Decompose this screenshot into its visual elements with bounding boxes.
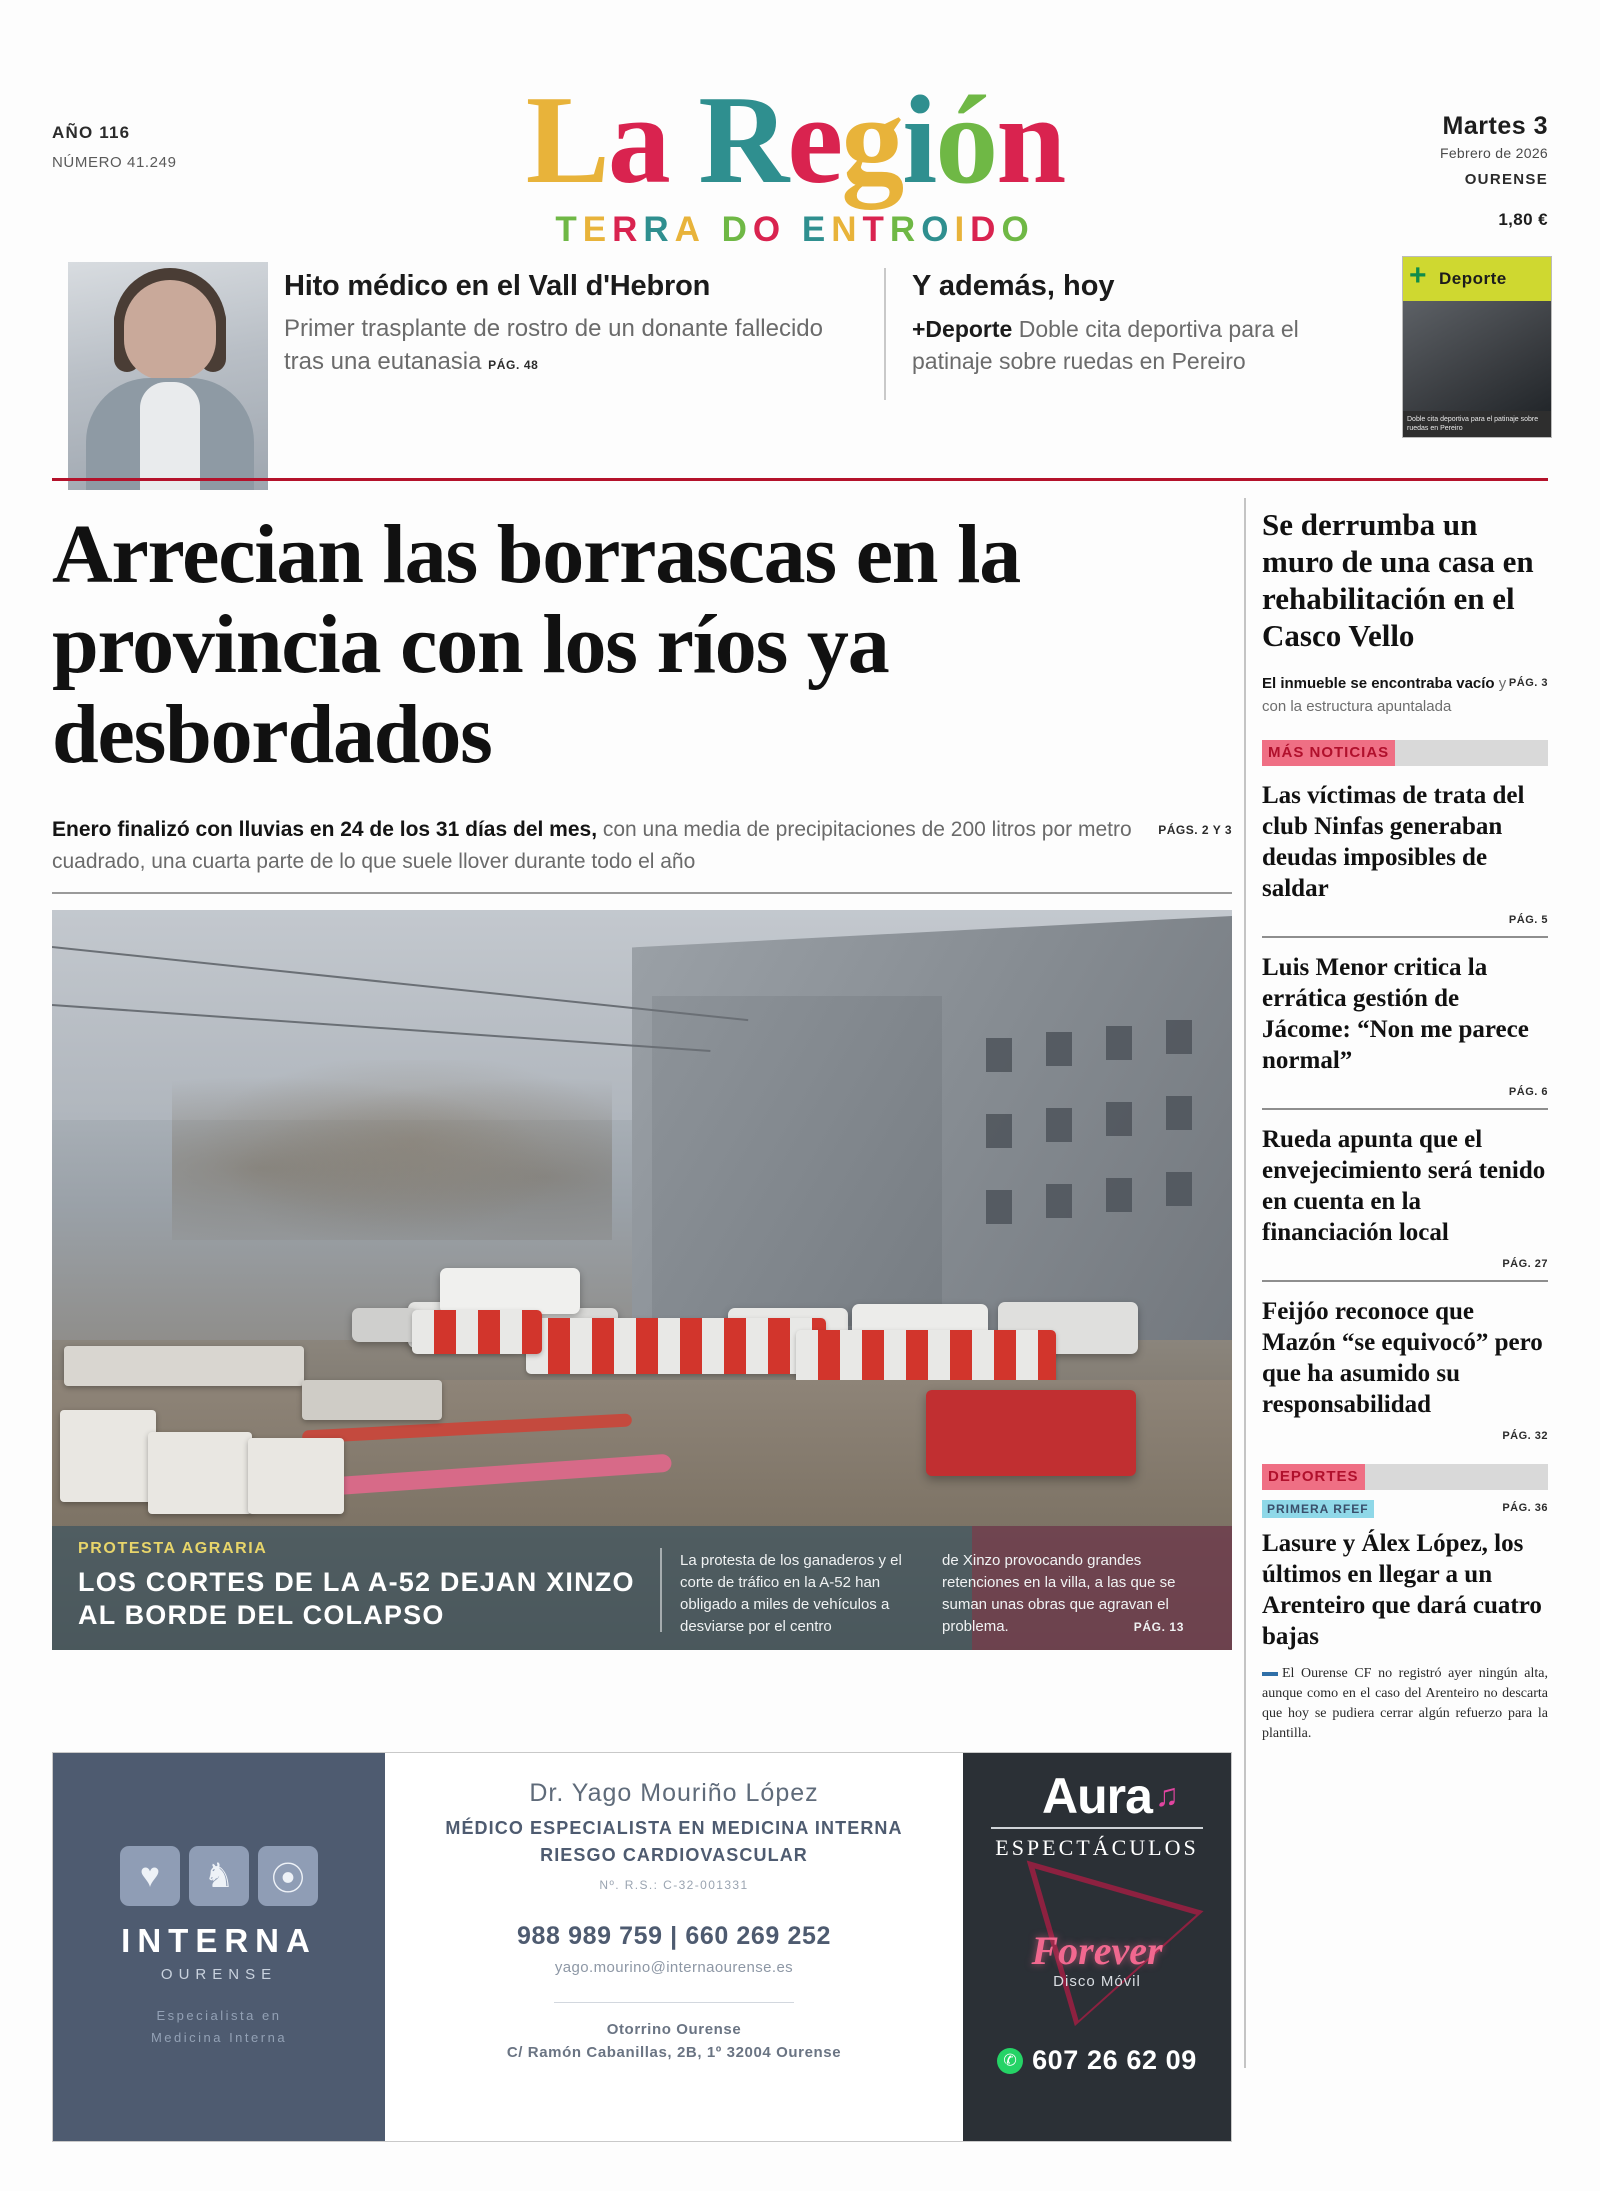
teaser-medical-body: Primer trasplante de rostro de un donante fallecido tras una eutanasia bbox=[284, 315, 823, 375]
teaser-divider bbox=[884, 268, 886, 400]
city: OURENSE bbox=[1464, 171, 1548, 188]
ad-interna-slogan-2: Medicina Interna bbox=[150, 2029, 288, 2045]
lead-page-ref: PÁGS. 2 Y 3 bbox=[1158, 823, 1232, 837]
ad-interna-ourense[interactable] bbox=[53, 1753, 385, 2141]
ad-doctor-clinic: Otorrino Ourense bbox=[606, 2021, 742, 2038]
ad-doctor-license: Nº. R.S.: C-32-001331 bbox=[599, 1878, 749, 1892]
ad-doctor-phones[interactable]: 988 989 759 | 660 269 252 bbox=[517, 1922, 831, 1950]
sports-kicker-row bbox=[1262, 1500, 1548, 1520]
ad-interna-city: OURENSE bbox=[160, 1965, 278, 1983]
photo-building-secondary bbox=[652, 996, 942, 1326]
sports-kicker: PRIMERA RFEF bbox=[1262, 1500, 1374, 1518]
photo-caption-separator bbox=[660, 1548, 662, 1632]
column-divider bbox=[1244, 498, 1246, 2068]
whatsapp-icon bbox=[997, 2048, 1023, 2074]
logo-title: La Región bbox=[525, 71, 1065, 210]
side-news-item-2[interactable] bbox=[1262, 938, 1548, 1110]
logo bbox=[280, 71, 1310, 250]
lungs-icon: ♞ bbox=[189, 1846, 249, 1906]
price: 1,80 € bbox=[1498, 210, 1548, 229]
teaser-today-lead: +Deporte bbox=[912, 316, 1013, 342]
standfirst-bold: Enero finalizó con lluvias en 24 de los 31 días del mes, bbox=[52, 818, 598, 841]
teaser-medical-title: Hito médico en el Vall d'Hebron bbox=[284, 270, 711, 302]
side-lead-sub-bold: El inmueble se encontraba vacío bbox=[1262, 675, 1495, 692]
dash-icon bbox=[1262, 1672, 1278, 1676]
ad-aura-graphic bbox=[997, 1875, 1197, 2035]
rule bbox=[52, 892, 1232, 894]
photo-caption-kicker: PROTESTA AGRARIA bbox=[78, 1540, 268, 1557]
issue-info bbox=[52, 118, 177, 178]
ad-aura-subtitle: ESPECTÁCULOS bbox=[995, 1835, 1199, 1860]
plus-icon: + bbox=[1409, 259, 1427, 292]
side-lead-page: PÁG. 3 bbox=[1508, 677, 1548, 689]
heart-icon: ♥ bbox=[120, 1846, 180, 1906]
teaser-today-text bbox=[912, 313, 1372, 377]
teaser-medical-text bbox=[284, 312, 864, 382]
photo-caption-overlay bbox=[52, 1526, 1232, 1650]
teaser-portrait-photo bbox=[68, 262, 268, 490]
photo-caption-col-2-text: de Xinzo provocando grandes retenciones en la villa, a las que se suman unas obras que agravan el problema. bbox=[942, 1552, 1176, 1635]
section-band-news-label: MÁS NOTICIAS bbox=[1262, 740, 1395, 766]
year-label: AÑO 116 bbox=[52, 123, 131, 142]
magazine-thumbnail[interactable] bbox=[1402, 256, 1552, 438]
ad-aura-forever: Forever bbox=[1031, 1928, 1163, 1973]
weekday: Martes 3 bbox=[1442, 112, 1548, 140]
sports-item[interactable] bbox=[1262, 1520, 1548, 1652]
teaser-medical[interactable] bbox=[284, 270, 864, 382]
magazine-header bbox=[1403, 257, 1552, 301]
teaser-today-title: Y además, hoy bbox=[912, 270, 1115, 302]
ad-aura-phone: 607 26 62 09 bbox=[1032, 2045, 1197, 2075]
section-band-sports bbox=[1262, 1464, 1548, 1490]
lead-standfirst bbox=[52, 814, 1232, 878]
photo-red-barrier bbox=[926, 1390, 1136, 1476]
divider bbox=[991, 1827, 1203, 1829]
side-lead-sub-rest: y con la estructura apuntalada bbox=[1262, 675, 1507, 715]
sports-body bbox=[1262, 1664, 1548, 1744]
kidney-icon: ⦿ bbox=[258, 1846, 318, 1906]
sports-body-text: El Ourense CF no registró ayer ningún alta, aunque como en el caso del Arenteiro no descarta que hoy se pudiera cerrar algún refuerzo para la plantilla. bbox=[1262, 1666, 1548, 1741]
side-lead-headline[interactable]: Se derrumba un muro de una casa en rehabilitación en el Casco Vello bbox=[1262, 507, 1534, 653]
ad-doctor-email[interactable]: yago.mourino@internaourense.es bbox=[554, 1959, 794, 1976]
teaser-medical-page: PÁG. 48 bbox=[488, 358, 539, 372]
date-block bbox=[1440, 112, 1548, 230]
teaser-today[interactable] bbox=[912, 270, 1372, 377]
side-news-page-3: PÁG. 27 bbox=[1502, 1258, 1548, 1270]
ad-aura-phone-row[interactable] bbox=[997, 2045, 1197, 2076]
issue-number: NÚMERO 41.249 bbox=[52, 154, 177, 171]
ad-aura-espectaculos[interactable] bbox=[963, 1753, 1231, 2141]
teaser-strip bbox=[0, 259, 1600, 492]
photo-caption-col-1: La protesta de los ganaderos y el corte de tráfico en la A-52 han obligado a miles de vehículos a desviarse por el centro bbox=[680, 1552, 902, 1635]
side-news-headline-2: Luis Menor critica la errática gestión de Jácome: “Non me parece normal” bbox=[1262, 954, 1529, 1074]
side-news-headline-3: Rueda apunta que el envejecimiento será tenido en cuenta en la financiación local bbox=[1262, 1126, 1546, 1246]
ad-aura-brand bbox=[1042, 1767, 1179, 1825]
photo-caption-title: LOS CORTES DE LA A-52 DEJAN XINZO AL BORDE DEL COLAPSO bbox=[78, 1567, 635, 1630]
logo-subtitle: TERRA DO ENTROIDO bbox=[555, 210, 1035, 249]
teaser-today-body: Doble cita deportiva para el patinaje sobre ruedas en Pereiro bbox=[912, 316, 1299, 374]
ad-icon-row bbox=[120, 1846, 318, 1906]
magazine-caption: Doble cita deportiva para el patinaje sobre ruedas en Pereiro bbox=[1407, 416, 1539, 432]
side-news-headline-4: Feijóo reconoce que Mazón “se equivocó” pero que ha asumido su responsabilidad bbox=[1262, 1298, 1543, 1418]
ad-aura-disco: Disco Móvil bbox=[1053, 1973, 1141, 1990]
magazine-image bbox=[1403, 301, 1552, 411]
photo-caption-col-2 bbox=[942, 1550, 1184, 1638]
divider bbox=[554, 2002, 794, 2003]
side-lead-subtext bbox=[1262, 672, 1548, 718]
masthead bbox=[0, 0, 1600, 290]
ad-aura-brand-text: Aura bbox=[1042, 1768, 1152, 1824]
date: Febrero de 2026 bbox=[1439, 145, 1548, 161]
accent-rule bbox=[52, 478, 1548, 481]
side-news-item-1[interactable] bbox=[1262, 766, 1548, 938]
ad-doctor-subspecialty: RIESGO CARDIOVASCULAR bbox=[540, 1845, 808, 1865]
sports-headline: Lasure y Álex López, los últimos en llegar a un Arenteiro que dará cuatro bajas bbox=[1262, 1530, 1542, 1650]
ad-interna-name: INTERNA bbox=[121, 1921, 317, 1959]
side-news-page-2: PÁG. 6 bbox=[1508, 1086, 1548, 1098]
standfirst-rest: con una media de precipitaciones de 200 litros por metro cuadrado, una cuarta parte de lo que suele llover durante todo el año bbox=[52, 818, 1132, 873]
side-news-headline-1: Las víctimas de trata del club Ninfas generaban deudas imposibles de saldar bbox=[1262, 782, 1525, 902]
ad-interna-slogan bbox=[151, 2005, 287, 2049]
side-news-item-3[interactable] bbox=[1262, 1110, 1548, 1282]
magazine-title: Deporte bbox=[1439, 269, 1507, 288]
lead-headline[interactable]: Arrecian las borrascas en la provincia con los ríos ya desbordados bbox=[52, 508, 1021, 781]
section-band-news bbox=[1262, 740, 1548, 766]
ad-doctor-address: C/ Ramón Cabanillas, 2B, 1º 32004 Ourense bbox=[506, 2044, 842, 2061]
ad-doctor-specialty: MÉDICO ESPECIALISTA EN MEDICINA INTERNA bbox=[445, 1818, 903, 1838]
photo-trees bbox=[172, 1060, 612, 1240]
ad-doctor[interactable] bbox=[385, 1753, 963, 2141]
side-news-page-4: PÁG. 32 bbox=[1502, 1430, 1548, 1442]
ad-doctor-name: Dr. Yago Mouriño López bbox=[529, 1779, 819, 1807]
photo-caption-page: PÁG. 13 bbox=[1133, 1620, 1184, 1634]
ad-interna-slogan-1: Especialista en bbox=[156, 2007, 282, 2023]
lead-photo[interactable] bbox=[52, 910, 1232, 1650]
section-band-sports-label: DEPORTES bbox=[1262, 1464, 1365, 1490]
side-news-item-4[interactable] bbox=[1262, 1282, 1548, 1442]
side-column bbox=[1262, 492, 1548, 1744]
music-note-icon: ♫ bbox=[1155, 1777, 1179, 1813]
ad-block bbox=[52, 1752, 1232, 2142]
side-news-page-1: PÁG. 5 bbox=[1508, 914, 1548, 926]
sports-page: PÁG. 36 bbox=[1502, 1502, 1548, 1514]
main-column bbox=[52, 492, 1232, 1650]
